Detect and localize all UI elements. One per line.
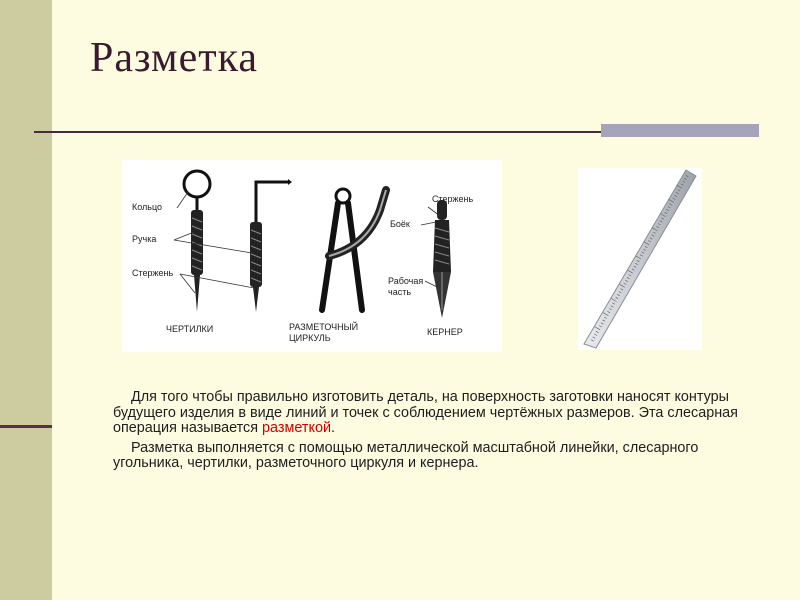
marking-tools-illustration — [122, 160, 502, 352]
label-handle: Ручка — [132, 234, 157, 244]
sidebar-accent-line — [0, 425, 52, 428]
center-punch-drawing — [433, 200, 451, 318]
paragraph-definition-end: . — [331, 420, 335, 436]
marking-compass-drawing — [322, 189, 386, 310]
label-punch: КЕРНЕР — [427, 327, 463, 337]
label-rod-left: Стержень — [132, 268, 174, 278]
label-compass-line2: ЦИРКУЛЬ — [289, 333, 331, 343]
label-working-line1: Рабочая — [388, 276, 424, 286]
paragraph-definition — [113, 390, 753, 437]
ruler-body — [584, 170, 696, 348]
label-scribers: ЧЕРТИЛКИ — [166, 324, 214, 334]
highlight-term-razmetka: разметкой — [262, 420, 331, 436]
label-rod-right: Стержень — [432, 194, 474, 204]
slide-title: Разметка — [90, 35, 258, 81]
title-divider-accent — [601, 124, 759, 137]
label-working-line2: часть — [388, 287, 412, 297]
slide-body-text — [113, 390, 753, 476]
paragraph-tools: Разметка выполняется с помощью металлической масштабной линейки, слесарного угольника, чертилки, разметочного циркуля и кернера. — [113, 439, 699, 471]
label-compass-line1: РАЗМЕТОЧНЫЙ — [289, 322, 359, 332]
left-sidebar-band — [0, 0, 52, 600]
paragraph-definition-text: Для того чтобы правильно изготовить деталь, на поверхность заготовки наносят контуры будущего изделия в виде линий и точек с соблюдением чертёжных размеров. Эта слесарная операция называется — [113, 389, 738, 436]
label-striker: Боёк — [390, 219, 410, 229]
scriber-with-hook-drawing — [250, 179, 292, 312]
title-divider-line — [34, 131, 601, 133]
label-ring: Кольцо — [132, 202, 163, 212]
steel-ruler-illustration — [578, 168, 702, 350]
